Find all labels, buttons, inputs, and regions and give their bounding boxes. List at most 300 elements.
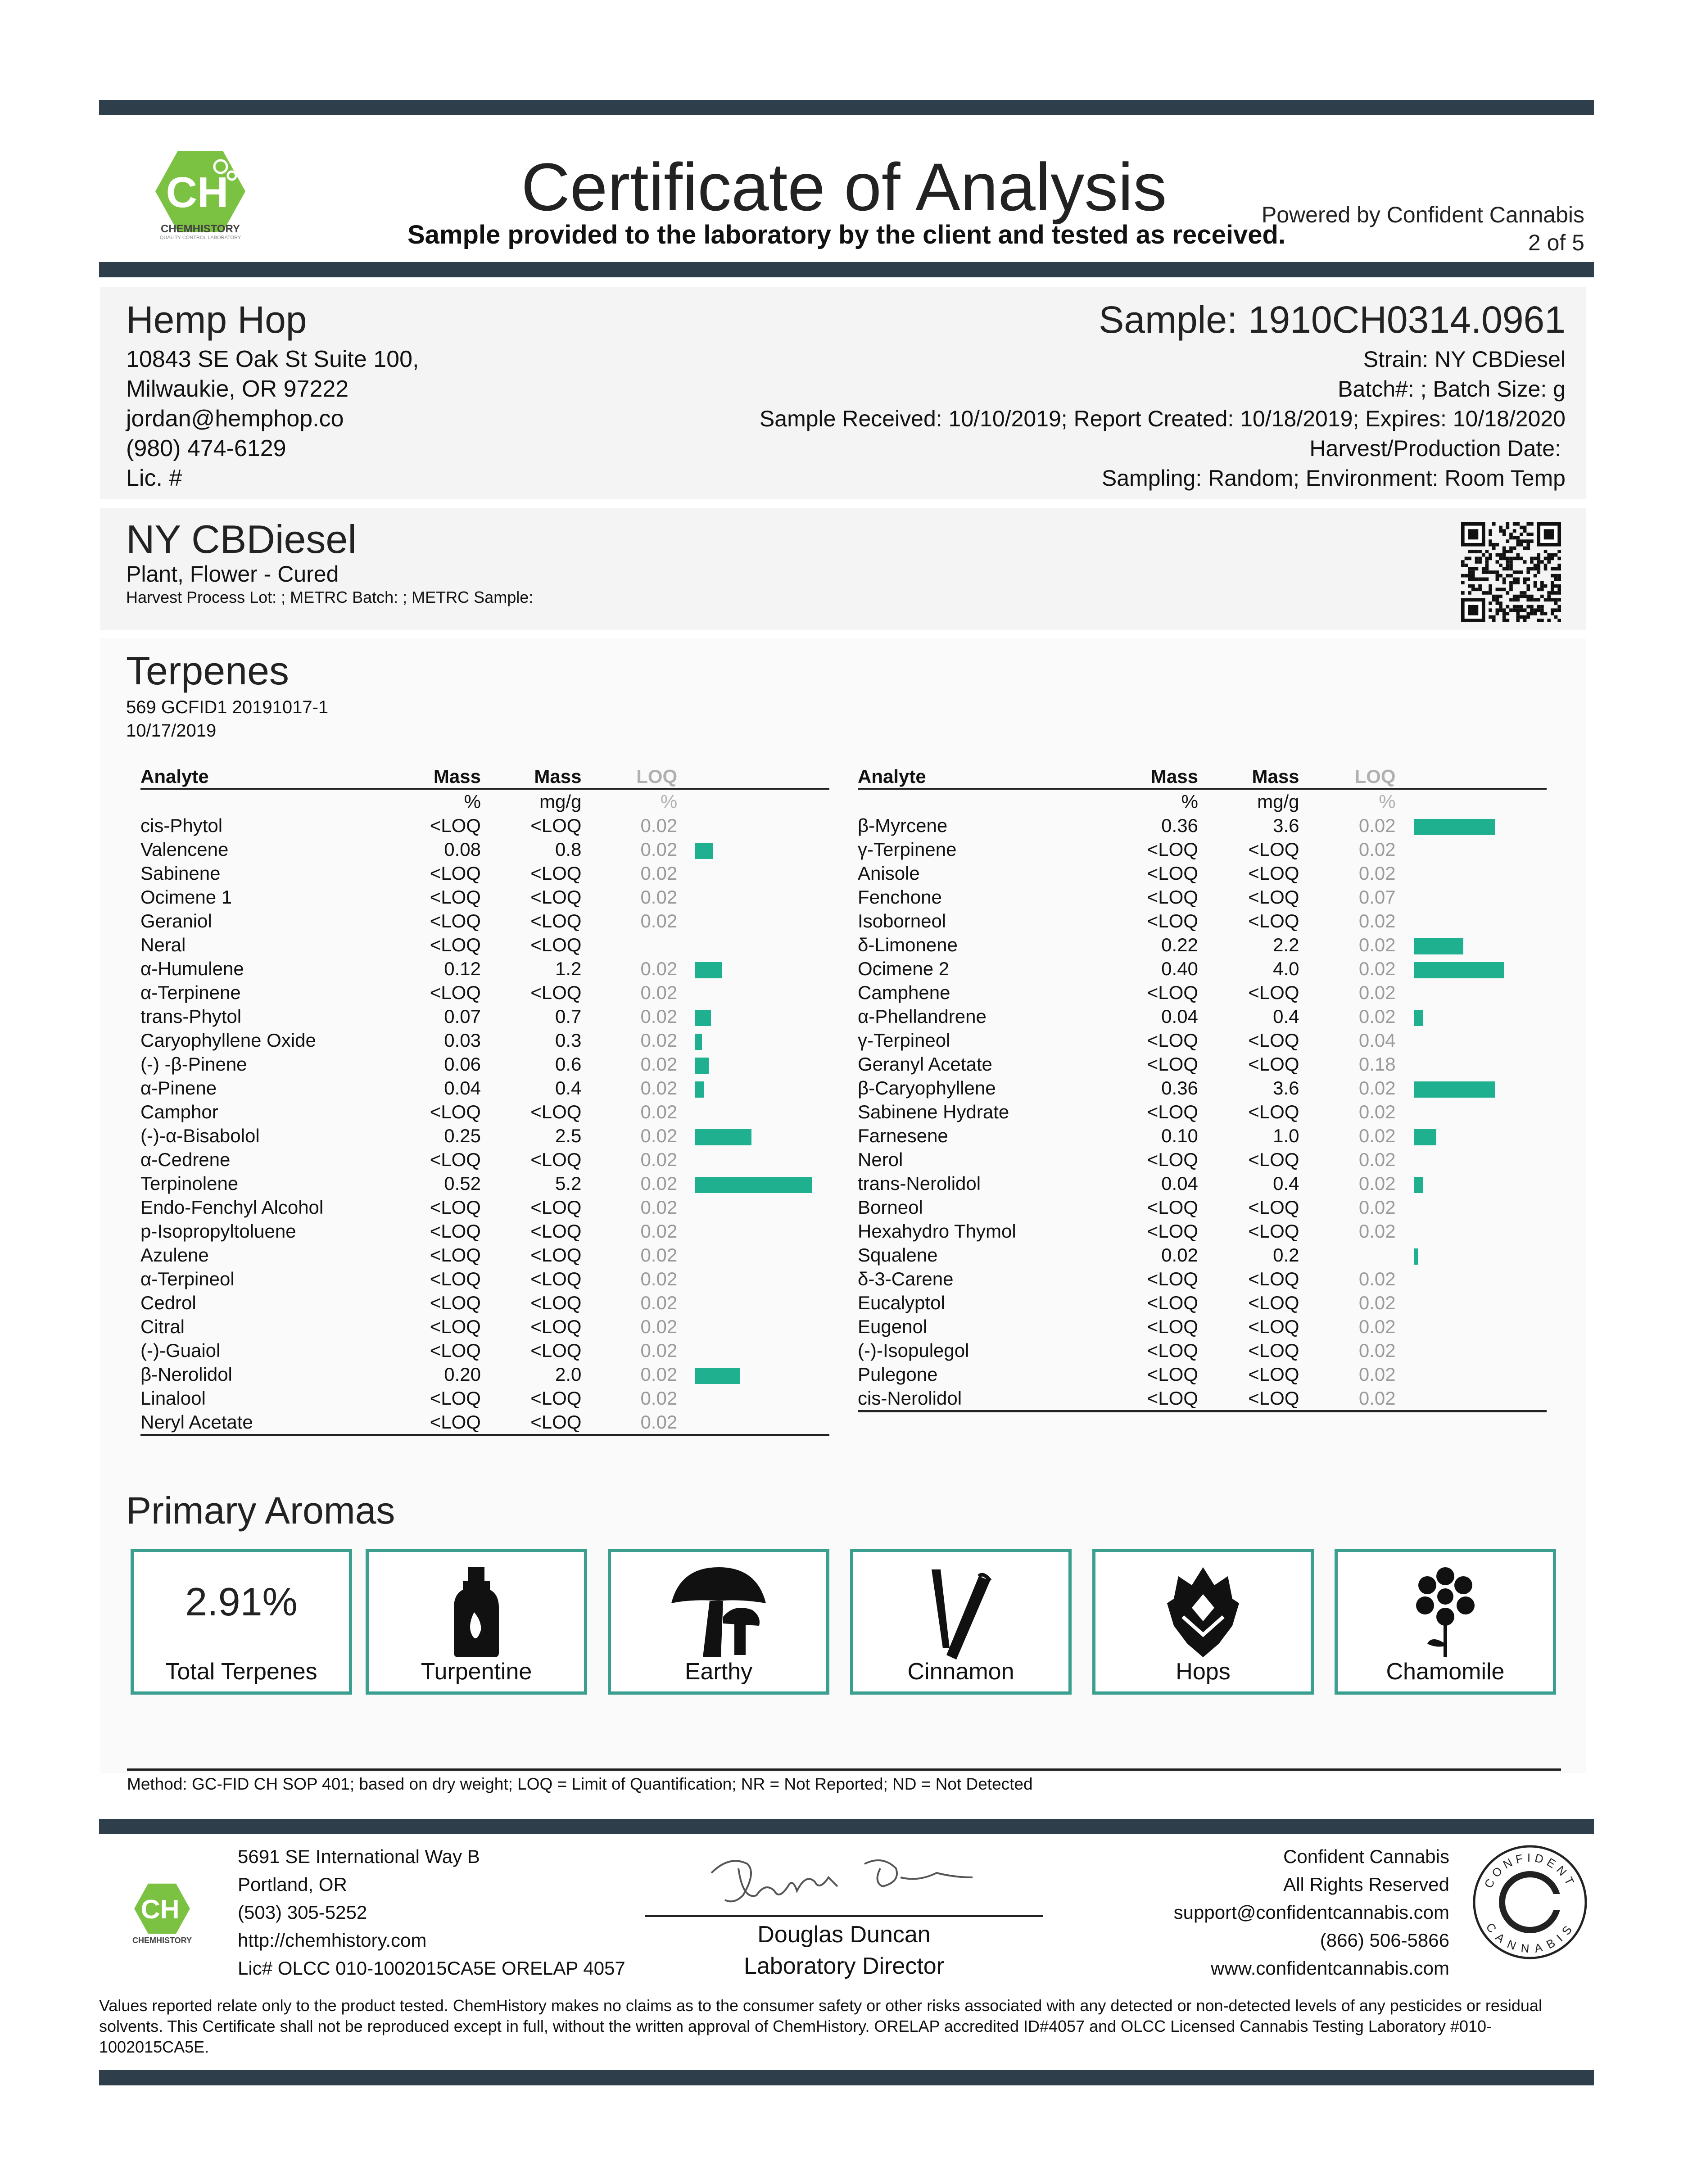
analyte-name: Valencene — [140, 839, 229, 860]
loq-value: 0.02 — [1358, 1101, 1396, 1122]
loq-value: 0.02 — [640, 1411, 678, 1433]
analyte-name: Terpinolene — [140, 1173, 239, 1194]
hops-icon — [1165, 1567, 1241, 1657]
loq-value: 0.02 — [1358, 958, 1396, 979]
confident-cannabis-seal — [1471, 1844, 1588, 1961]
loq-value: 0.02 — [1358, 910, 1396, 931]
table-row — [140, 837, 829, 861]
total-terpenes-value: 2.91% — [185, 1579, 298, 1624]
analyte-name: Cedrol — [140, 1292, 196, 1313]
analyte-name: α-Phellandrene — [858, 1006, 987, 1027]
loq-value: 0.02 — [1358, 1364, 1396, 1385]
terpenes-heading — [126, 646, 328, 742]
mass-pct: <LOQ — [430, 1388, 481, 1409]
loq-value: 0.02 — [640, 1197, 678, 1218]
loq-value: 0.02 — [1358, 1173, 1396, 1194]
sample-batch: Batch#: ; Batch Size: g — [1338, 376, 1566, 402]
mass-pct: <LOQ — [430, 1197, 481, 1218]
loq-value: 0.02 — [1358, 815, 1396, 836]
logo-tagline: QUALITY CONTROL LABORATORY — [159, 235, 241, 240]
analyte-name: α-Pinene — [140, 1077, 217, 1099]
table-row — [140, 981, 829, 1004]
analyte-name: Endo-Fenchyl Alcohol — [140, 1197, 324, 1218]
col-mass-mg: Mass — [1198, 765, 1299, 789]
analyte-name: trans-Phytol — [140, 1006, 242, 1027]
loq-value: 0.02 — [640, 1030, 678, 1051]
table-row — [858, 1267, 1547, 1291]
mass-mg: <LOQ — [530, 815, 582, 836]
total-terpenes-label: Total Terpenes — [165, 1659, 317, 1685]
units-row — [858, 789, 1547, 814]
table-row — [858, 837, 1547, 861]
aroma-label: Cinnamon — [907, 1659, 1014, 1685]
table-row — [858, 909, 1547, 933]
mass-pct: <LOQ — [1147, 1030, 1198, 1051]
sample-harvest-date: Harvest/Production Date: — [1309, 436, 1561, 461]
loq-value: 0.02 — [1358, 1006, 1396, 1027]
loq-value: 0.02 — [640, 839, 678, 860]
cc-website[interactable]: www.confidentcannabis.com — [1211, 1958, 1449, 1979]
product-lot: Harvest Process Lot: ; METRC Batch: ; METRC Sample: — [126, 588, 534, 606]
mass-pct: 0.36 — [1161, 815, 1198, 836]
mass-pct: <LOQ — [430, 1292, 481, 1313]
mass-mg: 0.8 — [555, 839, 582, 860]
loq-value: 0.02 — [640, 886, 678, 908]
mass-mg: <LOQ — [1248, 1030, 1299, 1051]
table-row — [140, 814, 829, 837]
powered-by: Powered by Confident Cannabis — [1261, 202, 1584, 227]
table-row — [858, 1004, 1547, 1028]
analyte-name: β-Myrcene — [858, 815, 948, 836]
terpene-bar — [1414, 819, 1495, 835]
unit-loq: % — [660, 791, 678, 812]
mass-mg: <LOQ — [1248, 1221, 1299, 1242]
lab-address-1: 5691 SE International Way B — [238, 1846, 480, 1867]
mass-pct: <LOQ — [430, 1221, 481, 1242]
aroma-card-earthy — [608, 1549, 829, 1695]
mass-pct: <LOQ — [430, 863, 481, 884]
mass-pct: 0.10 — [1161, 1125, 1198, 1146]
terpene-bar — [695, 1010, 711, 1026]
analyte-name: δ-3-Carene — [858, 1268, 954, 1289]
terpenes-table-left — [140, 765, 829, 1434]
analyte-name: Geraniol — [140, 910, 212, 931]
loq-value: 0.02 — [640, 1125, 678, 1146]
table-row — [858, 814, 1547, 837]
lab-address-2: Portland, OR — [238, 1874, 347, 1895]
loq-value — [1299, 1243, 1396, 1267]
mass-mg: <LOQ — [530, 1316, 582, 1337]
mass-mg: <LOQ — [1248, 1292, 1299, 1313]
analyte-name: cis-Nerolidol — [858, 1388, 962, 1409]
seal-bottom-text: CANNABIS — [1483, 1920, 1577, 1956]
cc-name: Confident Cannabis — [1283, 1846, 1449, 1867]
table-row — [858, 1100, 1547, 1124]
table-row — [858, 1076, 1547, 1100]
analyte-name: β-Caryophyllene — [858, 1077, 996, 1099]
loq-value: 0.02 — [640, 1006, 678, 1027]
loq-value: 0.02 — [1358, 1388, 1396, 1409]
mass-mg: <LOQ — [530, 1101, 582, 1122]
lab-website[interactable]: http://chemhistory.com — [238, 1930, 427, 1951]
col-mass-pct: Mass — [423, 765, 481, 789]
analyte-name: Hexahydro Thymol — [858, 1221, 1016, 1242]
footer-logo-caption: CHEMHISTORY — [132, 1936, 192, 1945]
loq-value: 0.02 — [640, 1221, 678, 1242]
table-header-row — [858, 765, 1547, 789]
mass-pct: 0.02 — [1161, 1244, 1198, 1266]
svg-text:CANNABIS — [1483, 1920, 1576, 1955]
loq-value: 0.02 — [640, 1101, 678, 1122]
mass-mg: 2.2 — [1273, 934, 1299, 955]
director-name: Douglas Duncan — [757, 1922, 931, 1948]
mass-pct: 0.08 — [444, 839, 481, 860]
mass-pct: 0.52 — [444, 1173, 481, 1194]
mass-pct: 0.04 — [444, 1077, 481, 1099]
total-terpenes-card — [131, 1549, 352, 1695]
mass-mg: <LOQ — [1248, 910, 1299, 931]
analyte-name: Squalene — [858, 1244, 938, 1266]
method-note: Method: GC-FID CH SOP 401; based on dry weight; LOQ = Limit of Quantification; NR = Not Reported; ND = Not Detected — [127, 1775, 1033, 1793]
loq-value: 0.02 — [640, 863, 678, 884]
terpene-bar — [695, 1129, 751, 1145]
col-loq: LOQ — [581, 765, 677, 789]
mass-mg: 0.4 — [1273, 1173, 1299, 1194]
loq-value: 0.02 — [640, 1077, 678, 1099]
table-row — [858, 1052, 1547, 1076]
mass-pct: <LOQ — [430, 1340, 481, 1361]
table-row — [858, 1028, 1547, 1052]
aroma-label: Chamomile — [1386, 1659, 1505, 1685]
mass-mg: 0.6 — [555, 1054, 582, 1075]
mass-pct: <LOQ — [430, 815, 481, 836]
analyte-name: Anisole — [858, 863, 920, 884]
footer-logo-letters: CH — [140, 1894, 180, 1925]
mass-pct: <LOQ — [1147, 1101, 1198, 1122]
mass-mg: 3.6 — [1273, 1077, 1299, 1099]
loq-value: 0.02 — [640, 1149, 678, 1170]
loq-value: 0.02 — [1358, 1149, 1396, 1170]
table-row — [858, 1148, 1547, 1171]
analyte-name: α-Cedrene — [140, 1149, 231, 1170]
mass-pct: 0.03 — [444, 1030, 481, 1051]
table-row — [140, 957, 829, 981]
mass-mg: <LOQ — [1248, 1101, 1299, 1122]
col-bar — [1396, 765, 1547, 789]
analyte-name: Linalool — [140, 1388, 206, 1409]
table-row — [140, 1315, 829, 1338]
bottom-rule — [99, 2070, 1594, 2085]
disclaimer: Values reported relate only to the product tested. ChemHistory makes no claims as to the consumer safety or other risks associated with any detected or non-detected levels of any pesticides or residual solvents. This Certificate shall not be reproduced except in full, without the written approval of ChemHistory. ORELAP accredited ID#4057 and OLCC Licensed Cannabis Testing Laboratory #010-1002015CA5E. — [99, 1996, 1542, 2056]
terpene-bar — [1414, 1010, 1423, 1026]
mass-pct: <LOQ — [430, 1244, 481, 1266]
lab-license: Lic# OLCC 010-1002015CA5E ORELAP 4057 — [238, 1958, 625, 1979]
analyte-name: Ocimene 1 — [140, 886, 232, 908]
mass-pct: 0.12 — [444, 958, 481, 979]
mass-pct: <LOQ — [1147, 1316, 1198, 1337]
mushroom-icon — [667, 1567, 770, 1657]
mass-pct: <LOQ — [430, 886, 481, 908]
mass-mg: <LOQ — [1248, 1054, 1299, 1075]
client-email[interactable]: jordan@hemphop.co — [126, 406, 344, 432]
client-license: Lic. # — [126, 465, 182, 491]
mass-pct: <LOQ — [1147, 1340, 1198, 1361]
mass-pct: <LOQ — [1147, 982, 1198, 1003]
table-row — [140, 1148, 829, 1171]
unit-mg: mg/g — [539, 791, 582, 812]
analyte-name: Nerol — [858, 1149, 903, 1170]
mass-mg: <LOQ — [530, 1411, 582, 1433]
table-row — [140, 1291, 829, 1315]
loq-value — [581, 933, 677, 957]
loq-value: 0.04 — [1358, 1030, 1396, 1051]
analyte-name: Sabinene — [140, 863, 221, 884]
sample-id: Sample: 1910CH0314.0961 — [1099, 298, 1566, 341]
col-mass-pct: Mass — [1140, 765, 1198, 789]
table-row — [858, 1219, 1547, 1243]
analyte-name: α-Humulene — [140, 958, 244, 979]
client-phone: (980) 474-6129 — [126, 435, 286, 461]
terpene-bar — [1414, 1177, 1423, 1193]
loq-value: 0.02 — [640, 982, 678, 1003]
table-row — [858, 885, 1547, 909]
col-bar — [677, 765, 829, 789]
mass-mg: <LOQ — [530, 886, 582, 908]
mass-mg: <LOQ — [530, 1292, 582, 1313]
mass-pct: <LOQ — [430, 1149, 481, 1170]
terpenes-table-right — [858, 765, 1547, 1410]
mass-mg: <LOQ — [530, 863, 582, 884]
sample-sampling: Sampling: Random; Environment: Room Temp — [1101, 466, 1566, 491]
table-row — [140, 1362, 829, 1386]
analyte-name: p-Isopropyltoluene — [140, 1221, 296, 1242]
analyte-name: Fenchone — [858, 886, 942, 908]
mass-mg: <LOQ — [530, 1268, 582, 1289]
cc-info — [1174, 1843, 1449, 1982]
mass-mg: <LOQ — [530, 1340, 582, 1361]
loq-value: 0.02 — [640, 1388, 678, 1409]
analyte-name: α-Terpinene — [140, 982, 241, 1003]
terpene-bar — [1414, 1248, 1418, 1265]
mass-mg: 4.0 — [1273, 958, 1299, 979]
mass-mg: 2.5 — [555, 1125, 582, 1146]
mass-mg: <LOQ — [1248, 1149, 1299, 1170]
cc-rights: All Rights Reserved — [1283, 1874, 1449, 1895]
mass-mg: <LOQ — [1248, 982, 1299, 1003]
terpenes-date: 10/17/2019 — [126, 721, 217, 741]
table-row — [858, 1124, 1547, 1148]
analyte-name: Citral — [140, 1316, 185, 1337]
page-title: Certificate of Analysis — [521, 149, 1167, 225]
analyte-name: (-) -β-Pinene — [140, 1054, 247, 1075]
qr-code-image — [1461, 522, 1561, 622]
terpene-bar — [695, 1368, 740, 1384]
aromas-title: Primary Aromas — [126, 1489, 395, 1532]
loq-value: 0.02 — [640, 1340, 678, 1361]
mass-mg: <LOQ — [1248, 1364, 1299, 1385]
mass-pct: <LOQ — [1147, 910, 1198, 931]
analyte-name: δ-Limonene — [858, 934, 958, 955]
aroma-card-chamomile — [1335, 1549, 1556, 1695]
loq-value: 0.02 — [1358, 863, 1396, 884]
lab-info — [238, 1843, 625, 1982]
table-header-row — [140, 765, 829, 789]
loq-value: 0.02 — [640, 1292, 678, 1313]
mass-pct: 0.07 — [444, 1006, 481, 1027]
table-row — [858, 1195, 1547, 1219]
loq-value: 0.02 — [1358, 839, 1396, 860]
sample-dates: Sample Received: 10/10/2019; Report Created: 10/18/2019; Expires: 10/18/2020 — [759, 406, 1566, 431]
loq-value: 0.02 — [1358, 1316, 1396, 1337]
mass-pct: <LOQ — [430, 1316, 481, 1337]
method-rule — [127, 1768, 1561, 1771]
mass-pct: <LOQ — [1147, 1197, 1198, 1218]
table-row — [140, 861, 829, 885]
product-name: NY CBDiesel — [126, 517, 357, 561]
aroma-card-hops — [1092, 1549, 1314, 1695]
analyte-name: (-)-Guaiol — [140, 1340, 221, 1361]
lab-phone: (503) 305-5252 — [238, 1902, 367, 1923]
mass-pct: 0.25 — [444, 1125, 481, 1146]
signature-line — [645, 1915, 1043, 1917]
table-row — [858, 1386, 1547, 1410]
mass-pct: <LOQ — [1147, 1364, 1198, 1385]
mass-pct: 0.04 — [1161, 1006, 1198, 1027]
mass-pct: <LOQ — [430, 934, 481, 955]
terpenes-instrument: 569 GCFID1 20191017-1 — [126, 697, 329, 717]
seal-top-text: CONFIDENT — [1481, 1850, 1579, 1890]
analyte-name: (-)-α-Bisabolol — [140, 1125, 260, 1146]
footer-rule — [99, 1819, 1594, 1834]
table-row — [140, 1052, 829, 1076]
table-bottom-rule — [140, 1434, 829, 1436]
mass-pct: <LOQ — [430, 982, 481, 1003]
table-row — [140, 1410, 829, 1434]
col-mass-mg: Mass — [481, 765, 581, 789]
signature — [702, 1846, 982, 1913]
analyte-name: cis-Phytol — [140, 815, 223, 836]
analyte-name: Azulene — [140, 1244, 209, 1266]
mass-pct: <LOQ — [1147, 1054, 1198, 1075]
analyte-name: Pulegone — [858, 1364, 938, 1385]
cinnamon-icon — [929, 1567, 992, 1662]
loq-value: 0.02 — [1358, 1077, 1396, 1099]
qr-code[interactable] — [1461, 522, 1561, 622]
aroma-card-cinnamon — [850, 1549, 1072, 1695]
logo-letters: CH — [166, 168, 229, 217]
analyte-name: Camphene — [858, 982, 950, 1003]
col-analyte: Analyte — [140, 765, 423, 789]
unit-loq: % — [1379, 791, 1396, 812]
table-row — [140, 1338, 829, 1362]
unit-mg: mg/g — [1257, 791, 1299, 812]
mass-pct: <LOQ — [1147, 1388, 1198, 1409]
mass-mg: 0.2 — [1273, 1244, 1299, 1266]
loq-value: 0.02 — [640, 910, 678, 931]
client-name: Hemp Hop — [126, 298, 307, 341]
terpene-bar — [1414, 1081, 1495, 1098]
terpenes-title: Terpenes — [126, 648, 290, 693]
loq-value: 0.02 — [1358, 1125, 1396, 1146]
sample-block — [760, 295, 1566, 493]
analyte-name: (-)-Isopulegol — [858, 1340, 969, 1361]
mass-pct: <LOQ — [1147, 1221, 1198, 1242]
loq-value: 0.02 — [1358, 1292, 1396, 1313]
table-row — [140, 1100, 829, 1124]
mass-mg: <LOQ — [1248, 1197, 1299, 1218]
terpene-bar — [1414, 938, 1463, 954]
analyte-name: Sabinene Hydrate — [858, 1101, 1009, 1122]
mass-mg: 3.6 — [1273, 815, 1299, 836]
table-row — [140, 1171, 829, 1195]
mass-pct: 0.04 — [1161, 1173, 1198, 1194]
terpene-bar — [695, 843, 713, 859]
logo-caption: CHEMHISTORY — [160, 223, 240, 235]
aroma-label: Hops — [1176, 1659, 1231, 1685]
loq-value: 0.02 — [640, 1268, 678, 1289]
table-row — [140, 1195, 829, 1219]
mass-pct: 0.20 — [444, 1364, 481, 1385]
mass-pct: 0.40 — [1161, 958, 1198, 979]
mass-pct: <LOQ — [1147, 1292, 1198, 1313]
aroma-label: Turpentine — [421, 1659, 532, 1685]
table-row — [858, 1291, 1547, 1315]
table-bottom-rule — [858, 1410, 1547, 1412]
mass-mg: <LOQ — [1248, 886, 1299, 908]
mass-mg: 0.4 — [555, 1077, 582, 1099]
analyte-name: γ-Terpineol — [858, 1030, 950, 1051]
table-row — [140, 1219, 829, 1243]
terpene-bar — [695, 1081, 704, 1098]
top-rule — [99, 100, 1594, 115]
analyte-name: γ-Terpinene — [858, 839, 957, 860]
product-block — [126, 517, 533, 609]
cc-phone: (866) 506-5866 — [1320, 1930, 1449, 1951]
loq-value: 0.02 — [640, 1054, 678, 1075]
mass-mg: <LOQ — [1248, 839, 1299, 860]
mass-pct: <LOQ — [1147, 839, 1198, 860]
client-block — [126, 295, 419, 493]
cc-email[interactable]: support@confidentcannabis.com — [1173, 1902, 1449, 1923]
terpene-bar — [695, 1058, 709, 1074]
col-loq: LOQ — [1299, 765, 1396, 789]
analyte-name: Eugenol — [858, 1316, 928, 1337]
table-row — [858, 861, 1547, 885]
page-number: 2 of 5 — [1528, 230, 1584, 255]
mass-mg: <LOQ — [1248, 1268, 1299, 1289]
table-row — [858, 1315, 1547, 1338]
analyte-name: Neral — [140, 934, 186, 955]
mass-pct: 0.36 — [1161, 1077, 1198, 1099]
mass-mg: <LOQ — [530, 934, 582, 955]
loq-value: 0.02 — [640, 815, 678, 836]
loq-value: 0.02 — [1358, 934, 1396, 955]
loq-value: 0.02 — [640, 1316, 678, 1337]
sample-strain: Strain: NY CBDiesel — [1363, 347, 1566, 372]
terpene-bar — [1414, 1129, 1436, 1145]
mass-mg: <LOQ — [1248, 1340, 1299, 1361]
analyte-name: Neryl Acetate — [140, 1411, 253, 1433]
mass-pct: <LOQ — [1147, 886, 1198, 908]
table-row — [140, 1124, 829, 1148]
mass-mg: <LOQ — [1248, 863, 1299, 884]
col-analyte: Analyte — [858, 765, 1140, 789]
table-row — [858, 1171, 1547, 1195]
analyte-name: β-Nerolidol — [140, 1364, 232, 1385]
loq-value: 0.02 — [640, 1244, 678, 1266]
mass-mg: 1.2 — [555, 958, 582, 979]
analyte-name: trans-Nerolidol — [858, 1173, 981, 1194]
